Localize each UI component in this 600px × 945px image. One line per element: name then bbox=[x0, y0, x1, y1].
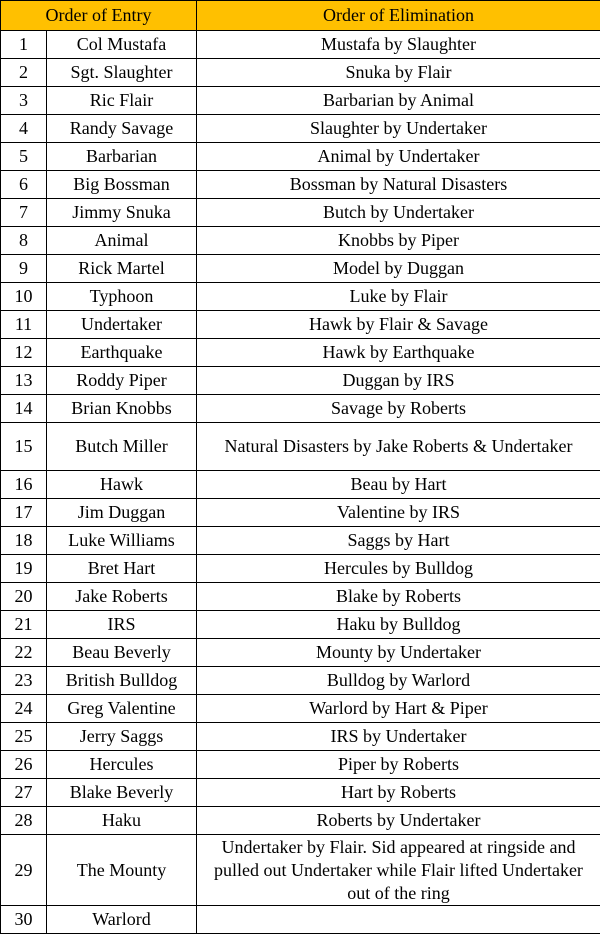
entry-name-cell: Hercules bbox=[47, 751, 197, 779]
table-row bbox=[1, 555, 600, 583]
row-number-cell: 10 bbox=[1, 283, 47, 311]
table-row bbox=[1, 143, 600, 171]
table-row bbox=[1, 499, 600, 527]
table-row bbox=[1, 527, 600, 555]
table-row bbox=[1, 611, 600, 639]
row-number-cell: 26 bbox=[1, 751, 47, 779]
entry-name-cell: Randy Savage bbox=[47, 115, 197, 143]
row-number-cell: 16 bbox=[1, 471, 47, 499]
row-number-cell: 21 bbox=[1, 611, 47, 639]
entry-name-cell: Jake Roberts bbox=[47, 583, 197, 611]
entry-name-cell: Animal bbox=[47, 227, 197, 255]
row-number-cell: 6 bbox=[1, 171, 47, 199]
row-number-cell: 23 bbox=[1, 667, 47, 695]
entry-name-cell: Barbarian bbox=[47, 143, 197, 171]
elimination-cell: Natural Disasters by Jake Roberts & Undertaker bbox=[197, 423, 600, 471]
elimination-cell: Animal by Undertaker bbox=[197, 143, 600, 171]
elimination-cell: Duggan by IRS bbox=[197, 367, 600, 395]
entry-name-cell: Brian Knobbs bbox=[47, 395, 197, 423]
row-number-cell: 28 bbox=[1, 807, 47, 835]
entry-name-cell: Earthquake bbox=[47, 339, 197, 367]
table-row bbox=[1, 115, 600, 143]
elimination-cell: Bulldog by Warlord bbox=[197, 667, 600, 695]
table-row bbox=[1, 639, 600, 667]
row-number-cell: 15 bbox=[1, 423, 47, 471]
table-row bbox=[1, 339, 600, 367]
row-number-cell: 1 bbox=[1, 31, 47, 59]
row-number-cell: 13 bbox=[1, 367, 47, 395]
entry-name-cell: Undertaker bbox=[47, 311, 197, 339]
row-number-cell: 22 bbox=[1, 639, 47, 667]
entry-name-cell: Typhoon bbox=[47, 283, 197, 311]
entry-name-cell: Sgt. Slaughter bbox=[47, 59, 197, 87]
entry-name-cell: Jim Duggan bbox=[47, 499, 197, 527]
elimination-cell: Model by Duggan bbox=[197, 255, 600, 283]
row-number-cell: 2 bbox=[1, 59, 47, 87]
elimination-cell: Blake by Roberts bbox=[197, 583, 600, 611]
row-number-cell: 30 bbox=[1, 906, 47, 934]
elimination-cell: Hawk by Earthquake bbox=[197, 339, 600, 367]
row-number-cell: 5 bbox=[1, 143, 47, 171]
row-number-cell: 27 bbox=[1, 779, 47, 807]
entry-name-cell: Hawk bbox=[47, 471, 197, 499]
entry-name-cell: Ric Flair bbox=[47, 87, 197, 115]
row-number-cell: 20 bbox=[1, 583, 47, 611]
row-number-cell: 25 bbox=[1, 723, 47, 751]
table-row bbox=[1, 199, 600, 227]
table-row bbox=[1, 723, 600, 751]
entry-name-cell: Rick Martel bbox=[47, 255, 197, 283]
row-number-cell: 18 bbox=[1, 527, 47, 555]
elimination-cell: Hart by Roberts bbox=[197, 779, 600, 807]
row-number-cell: 11 bbox=[1, 311, 47, 339]
entry-name-cell: British Bulldog bbox=[47, 667, 197, 695]
table-row bbox=[1, 751, 600, 779]
header-order-of-entry: Order of Entry bbox=[1, 1, 197, 31]
elimination-cell: Warlord by Hart & Piper bbox=[197, 695, 600, 723]
table-row bbox=[1, 367, 600, 395]
entry-name-cell: Beau Beverly bbox=[47, 639, 197, 667]
entry-name-cell: Bret Hart bbox=[47, 555, 197, 583]
table-row bbox=[1, 695, 600, 723]
elimination-cell: Beau by Hart bbox=[197, 471, 600, 499]
header-row bbox=[1, 1, 600, 31]
table-row bbox=[1, 779, 600, 807]
row-number-cell: 19 bbox=[1, 555, 47, 583]
entry-name-cell: Greg Valentine bbox=[47, 695, 197, 723]
entry-name-cell: Col Mustafa bbox=[47, 31, 197, 59]
row-number-cell: 17 bbox=[1, 499, 47, 527]
table-row bbox=[1, 835, 600, 906]
elimination-cell bbox=[197, 906, 600, 934]
elimination-cell: Barbarian by Animal bbox=[197, 87, 600, 115]
table-row bbox=[1, 906, 600, 934]
elimination-cell: Bossman by Natural Disasters bbox=[197, 171, 600, 199]
row-number-cell: 8 bbox=[1, 227, 47, 255]
table-row bbox=[1, 423, 600, 471]
table-row bbox=[1, 227, 600, 255]
elimination-cell: Butch by Undertaker bbox=[197, 199, 600, 227]
elimination-cell: Valentine by IRS bbox=[197, 499, 600, 527]
table-row bbox=[1, 667, 600, 695]
table-row bbox=[1, 31, 600, 59]
table-row bbox=[1, 171, 600, 199]
row-number-cell: 7 bbox=[1, 199, 47, 227]
entry-name-cell: Blake Beverly bbox=[47, 779, 197, 807]
entry-name-cell: The Mounty bbox=[47, 835, 197, 906]
entry-name-cell: Jerry Saggs bbox=[47, 723, 197, 751]
table-row bbox=[1, 283, 600, 311]
elimination-cell: IRS by Undertaker bbox=[197, 723, 600, 751]
row-number-cell: 4 bbox=[1, 115, 47, 143]
entry-name-cell: Warlord bbox=[47, 906, 197, 934]
elimination-cell: Savage by Roberts bbox=[197, 395, 600, 423]
row-number-cell: 3 bbox=[1, 87, 47, 115]
entry-name-cell: IRS bbox=[47, 611, 197, 639]
row-number-cell: 14 bbox=[1, 395, 47, 423]
table-row bbox=[1, 255, 600, 283]
table-row bbox=[1, 471, 600, 499]
header-order-of-elimination: Order of Elimination bbox=[197, 1, 600, 31]
elimination-cell: Piper by Roberts bbox=[197, 751, 600, 779]
entry-name-cell: Luke Williams bbox=[47, 527, 197, 555]
entry-name-cell: Butch Miller bbox=[47, 423, 197, 471]
elimination-cell: Slaughter by Undertaker bbox=[197, 115, 600, 143]
row-number-cell: 29 bbox=[1, 835, 47, 906]
elimination-cell: Saggs by Hart bbox=[197, 527, 600, 555]
elimination-cell: Haku by Bulldog bbox=[197, 611, 600, 639]
table-row bbox=[1, 395, 600, 423]
table-row bbox=[1, 59, 600, 87]
row-number-cell: 9 bbox=[1, 255, 47, 283]
table-row bbox=[1, 87, 600, 115]
elimination-cell: Undertaker by Flair. Sid appeared at ringside and pulled out Undertaker while Flair lifted Undertaker out of the ring bbox=[197, 835, 600, 906]
table-row bbox=[1, 311, 600, 339]
entry-name-cell: Haku bbox=[47, 807, 197, 835]
elimination-cell: Luke by Flair bbox=[197, 283, 600, 311]
elimination-cell: Hawk by Flair & Savage bbox=[197, 311, 600, 339]
entry-name-cell: Jimmy Snuka bbox=[47, 199, 197, 227]
elimination-cell: Hercules by Bulldog bbox=[197, 555, 600, 583]
elimination-cell: Mustafa by Slaughter bbox=[197, 31, 600, 59]
row-number-cell: 24 bbox=[1, 695, 47, 723]
elimination-cell: Knobbs by Piper bbox=[197, 227, 600, 255]
elimination-cell: Mounty by Undertaker bbox=[197, 639, 600, 667]
entry-name-cell: Big Bossman bbox=[47, 171, 197, 199]
elimination-cell: Roberts by Undertaker bbox=[197, 807, 600, 835]
table-row bbox=[1, 583, 600, 611]
entry-name-cell: Roddy Piper bbox=[47, 367, 197, 395]
elimination-cell: Snuka by Flair bbox=[197, 59, 600, 87]
row-number-cell: 12 bbox=[1, 339, 47, 367]
table-row bbox=[1, 807, 600, 835]
